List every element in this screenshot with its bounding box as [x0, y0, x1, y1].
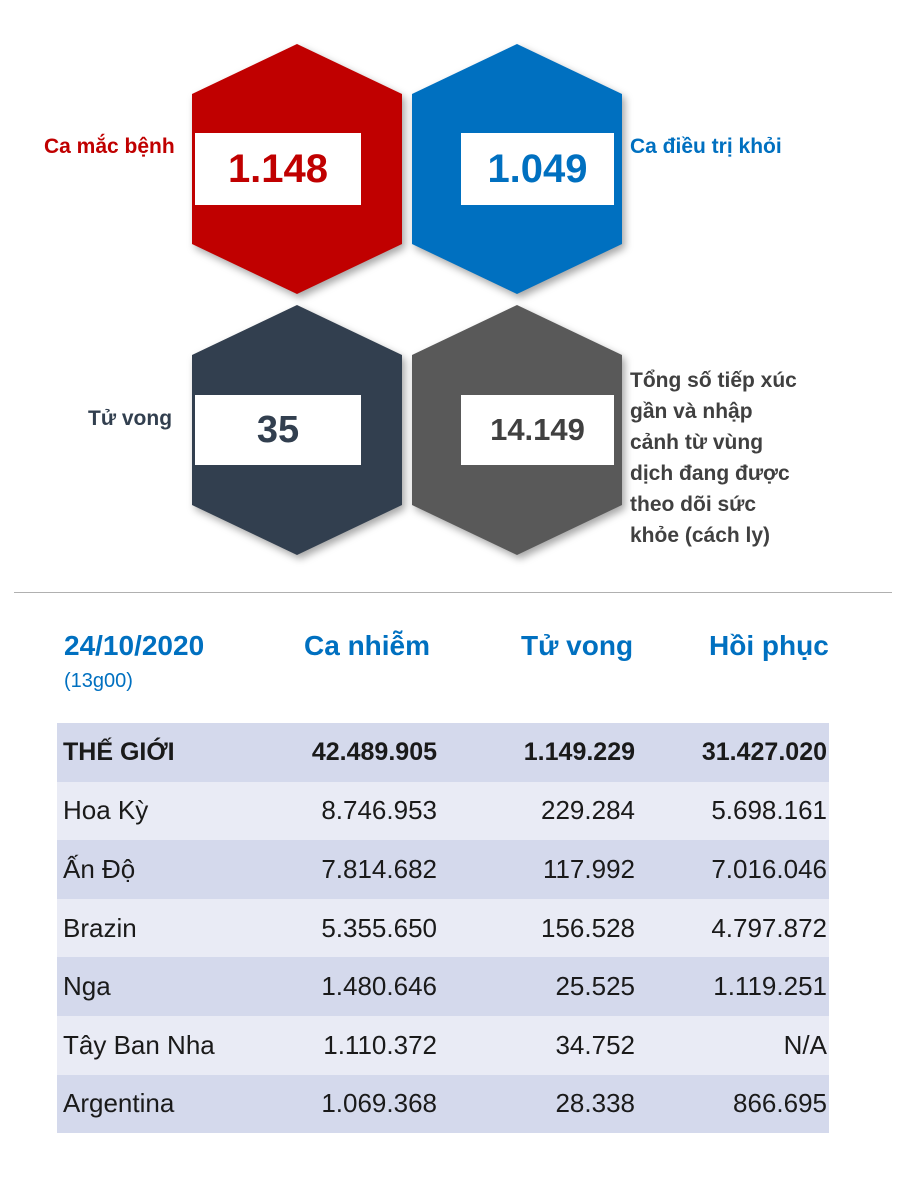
cases-value-box: [195, 133, 361, 205]
row-recovered: 4.797.872: [635, 899, 829, 958]
row-deaths: 156.528: [437, 899, 635, 958]
row-recovered: 7.016.046: [635, 840, 829, 899]
cases-label: Ca mắc bệnh: [44, 135, 175, 158]
table-date: 24/10/2020: [64, 630, 205, 661]
country-table: [57, 723, 829, 1133]
monitored-label-line: cảnh từ vùng: [630, 431, 764, 454]
section-divider: [14, 592, 892, 593]
monitored-value-box: [461, 395, 614, 465]
table-row: [57, 840, 829, 899]
row-recovered: 31.427.020: [635, 723, 829, 782]
column-header-recovered: Hồi phục: [709, 630, 829, 661]
monitored-label-line: Tổng số tiếp xúc: [630, 369, 797, 392]
monitored-label-line: theo dõi sức: [630, 493, 757, 516]
monitored-value: 14.149: [490, 412, 585, 447]
table-row: [57, 1075, 829, 1134]
row-deaths: 28.338: [437, 1075, 635, 1134]
deaths-value: 35: [256, 408, 300, 451]
row-name: Ấn Độ: [57, 840, 263, 899]
recovered-value: 1.049: [487, 146, 588, 191]
row-cases: 42.489.905: [263, 723, 437, 782]
monitored-label: [630, 365, 797, 551]
table-time: (13g00): [64, 670, 133, 692]
column-header-cases: Ca nhiễm: [304, 630, 431, 661]
row-name: THẾ GIỚI: [57, 723, 263, 782]
table-row: [57, 1016, 829, 1075]
deaths-value-box: [195, 395, 361, 465]
recovered-value-box: [461, 133, 614, 205]
row-recovered: 5.698.161: [635, 782, 829, 841]
monitored-label-line: gần và nhập: [630, 400, 753, 423]
row-cases: 1.110.372: [263, 1016, 437, 1075]
row-cases: 1.480.646: [263, 957, 437, 1016]
cases-value: 1.148: [227, 146, 329, 191]
monitored-label-line: dịch đang được: [630, 462, 790, 485]
row-cases: 7.814.682: [263, 840, 437, 899]
row-cases: 5.355.650: [263, 899, 437, 958]
row-recovered: 1.119.251: [635, 957, 829, 1016]
row-name: Tây Ban Nha: [57, 1016, 263, 1075]
column-header-deaths: Tử vong: [521, 630, 634, 661]
row-name: Brazin: [57, 899, 263, 958]
row-recovered: 866.695: [635, 1075, 829, 1134]
table-row: [57, 957, 829, 1016]
recovered-label: Ca điều trị khỏi: [630, 135, 782, 158]
row-cases: 1.069.368: [263, 1075, 437, 1134]
row-name: Nga: [57, 957, 263, 1016]
row-name: Argentina: [57, 1075, 263, 1134]
row-name: Hoa Kỳ: [57, 782, 263, 841]
row-recovered: N/A: [635, 1016, 829, 1075]
row-cases: 8.746.953: [263, 782, 437, 841]
table-row-world: [57, 723, 829, 782]
deaths-label: Tử vong: [88, 407, 173, 430]
monitored-label-line: khỏe (cách ly): [630, 524, 771, 547]
row-deaths: 1.149.229: [437, 723, 635, 782]
row-deaths: 25.525: [437, 957, 635, 1016]
row-deaths: 34.752: [437, 1016, 635, 1075]
table-row: [57, 899, 829, 958]
row-deaths: 117.992: [437, 840, 635, 899]
row-deaths: 229.284: [437, 782, 635, 841]
table-row: [57, 782, 829, 841]
